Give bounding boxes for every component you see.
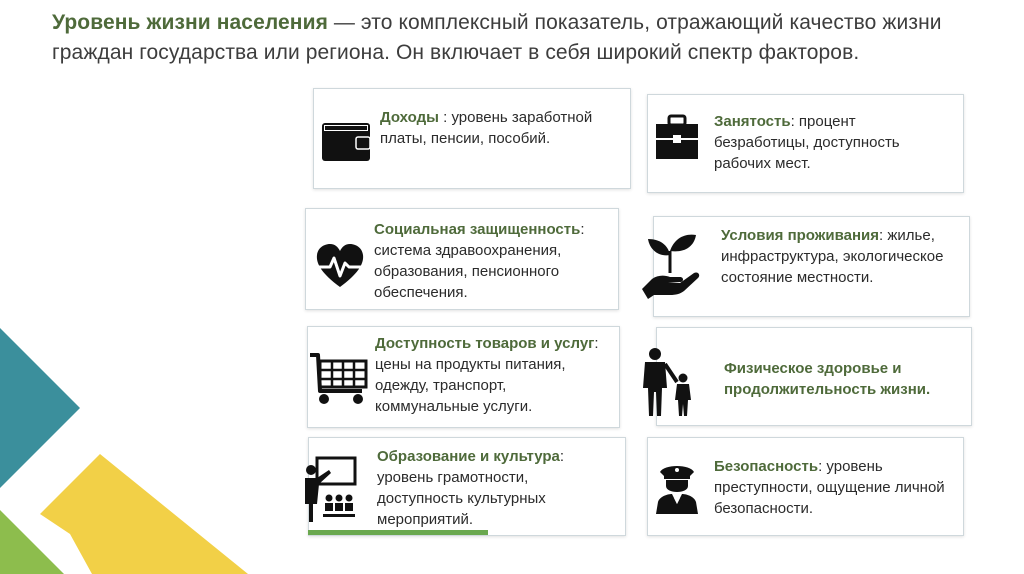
corner-decoration (0, 314, 260, 574)
shopping-cart-icon (308, 351, 368, 407)
card-text (724, 358, 968, 400)
card-description: система здравоохранения, образования, пенсионного обеспечения. (374, 242, 562, 301)
plant-in-hand-icon (640, 233, 702, 299)
card-text: Образование и культура: уровень грамотности, доступность культурных мероприятий. (377, 448, 565, 528)
card-title: Доходы (380, 109, 439, 126)
card-title: Физическое здоровье и продолжительность жизни. (724, 360, 931, 398)
card-goods-availability (307, 326, 620, 428)
card-description: жилье, инфраструктура, экологическое состояние местности. (721, 227, 944, 286)
card-text: Безопасность: уровень преступности, ощущение личной безопасности. (714, 458, 945, 517)
card-title: Социальная защищенность (374, 221, 581, 238)
police-officer-icon (654, 462, 700, 514)
card-safety (647, 437, 964, 536)
card-description: уровень заработной платы, пенсии, пособий. (380, 109, 593, 147)
card-title: Безопасность (714, 458, 819, 475)
wallet-icon (320, 119, 372, 165)
card-physical-health (656, 327, 972, 426)
card-living-conditions (653, 216, 970, 317)
card-description: уровень грамотности, доступность культурных мероприятий. (377, 469, 546, 528)
card-description: цены на продукты питания, одежду, транспорт, коммунальные услуги. (375, 356, 566, 415)
card-employment (647, 94, 964, 193)
card-accent-line (308, 530, 488, 535)
card-education-culture (308, 437, 626, 536)
card-description: процент безработицы, доступность рабочих мест. (714, 113, 900, 172)
card-title: Условия проживания (721, 227, 880, 244)
card-text: Доступность товаров и услуг: цены на продукты питания, одежду, транспорт, коммунальные услуги. (375, 335, 599, 415)
briefcase-icon (654, 113, 700, 161)
card-income (313, 88, 631, 189)
card-social-protection (305, 208, 619, 310)
card-text: Занятость: процент безработицы, доступность рабочих мест. (714, 113, 900, 172)
card-text: Социальная защищенность: система здравоохранения, образования, пенсионного обеспечения. (374, 221, 585, 301)
teacher-board-icon (301, 456, 359, 522)
parent-child-icon (635, 348, 699, 418)
card-title: Образование и культура (377, 448, 560, 465)
intro-text: — это комплексный показатель, отражающий качество жизни граждан государства или региона. Он включает в себя широкий спектр факторов. (52, 11, 942, 64)
card-description: уровень преступности, ощущение личной безопасности. (714, 458, 945, 517)
card-title: Занятость (714, 113, 791, 130)
intro-title: Уровень жизни населения (52, 11, 328, 34)
card-text: Доходы : уровень заработной платы, пенсии, пособий. (380, 109, 593, 147)
intro-paragraph (52, 8, 1012, 68)
card-text: Условия проживания: жилье, инфраструктура, экологическое состояние местности. (721, 227, 944, 286)
card-title: Доступность товаров и услуг (375, 335, 595, 352)
heart-pulse-icon (315, 243, 365, 289)
